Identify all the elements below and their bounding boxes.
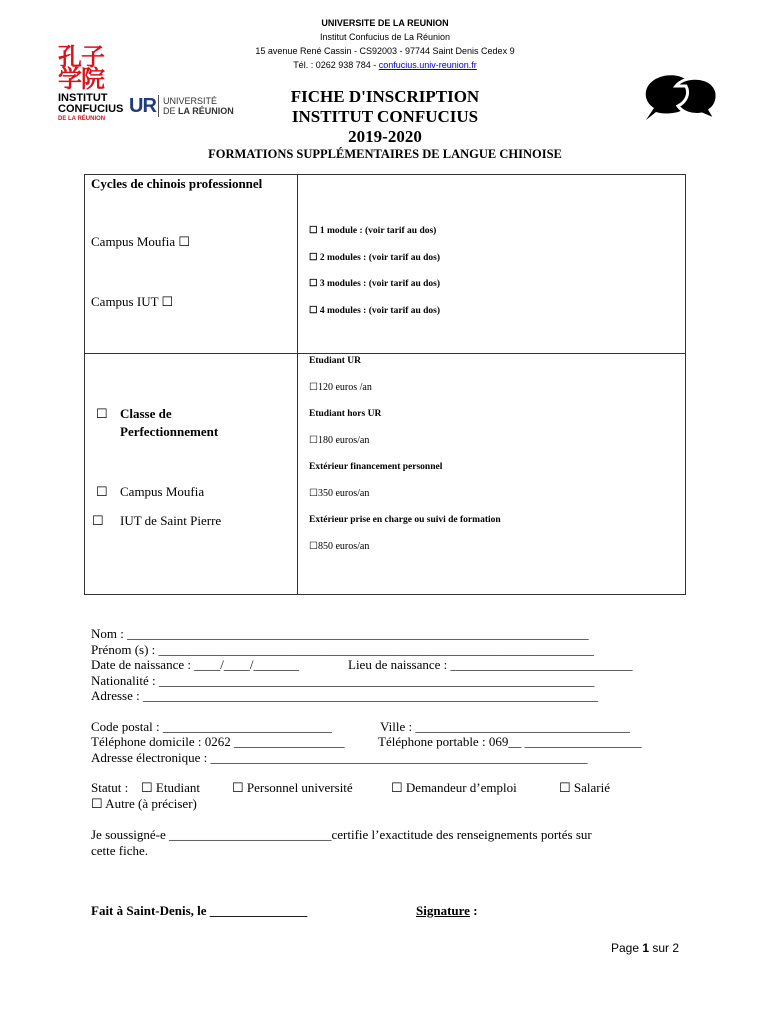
- prenom-field[interactable]: Prénom (s) : ___________________________________________________________________: [91, 642, 595, 657]
- signature-field[interactable]: Signature :: [416, 903, 478, 918]
- date-naissance-field[interactable]: Date de naissance : ____/____/_______: [91, 657, 299, 672]
- module-option-3[interactable]: ☐ 3 modules : (voir tarif au dos): [309, 279, 441, 289]
- iut-checkbox[interactable]: ☐: [92, 513, 104, 528]
- iut-label: IUT de Saint Pierre: [120, 513, 222, 528]
- tariff-label-exterieur-personnel: Extérieur financement personnel: [309, 462, 443, 472]
- moufia-label: Campus Moufia: [120, 484, 205, 499]
- table-border-middle: [84, 353, 686, 354]
- tariff-price-exterieur-prise-en-charge[interactable]: ☐850 euros/an: [309, 541, 370, 552]
- campus-moufia-option[interactable]: Campus Moufia ☐: [91, 234, 191, 249]
- confucius-chinese-text: 孔子学院: [58, 43, 104, 93]
- tariff-label-hors-ur: Etudiant hors UR: [309, 409, 382, 419]
- ur-logo-line2: DE LA RÉUNION: [163, 106, 234, 116]
- classe-checkbox[interactable]: ☐: [96, 406, 108, 421]
- telephone-domicile-field[interactable]: Téléphone domicile : 0262 _________________: [91, 734, 345, 749]
- institute-address: 15 avenue René Cassin - CS92003 - 97744 Saint Denis Cedex 9: [255, 46, 515, 56]
- module-option-4[interactable]: ☐ 4 modules : (voir tarif au dos): [309, 306, 441, 316]
- form-subtitle: FORMATIONS SUPPLÉMENTAIRES DE LANGUE CHINOISE: [208, 147, 562, 161]
- lieu-naissance-field[interactable]: Lieu de naissance : ____________________________: [348, 657, 633, 672]
- tariff-price-exterieur-personnel[interactable]: ☐350 euros/an: [309, 488, 370, 499]
- code-postal-field[interactable]: Code postal : __________________________: [91, 719, 332, 734]
- email-link[interactable]: confucius.univ-reunion.fr: [378, 60, 477, 70]
- statut-demandeur-option[interactable]: ☐ Demandeur d’emploi: [391, 780, 517, 795]
- statut-salarie-option[interactable]: ☐ Salarié: [559, 780, 610, 795]
- statut-personnel-option[interactable]: ☐ Personnel université: [232, 780, 353, 795]
- statut-label: Statut :: [91, 780, 129, 795]
- confucius-logo-line3: DE LA RÉUNION: [58, 116, 106, 122]
- confucius-logo-line2: CONFUCIUS: [58, 103, 124, 115]
- table-border-divider: [297, 174, 298, 595]
- form-title-line2: INSTITUT CONFUCIUS: [291, 107, 479, 126]
- classe-label-line2: Perfectionnement: [120, 424, 219, 439]
- page-number: Page 1 sur 2: [611, 941, 680, 955]
- table-border-bottom: [84, 594, 686, 595]
- module-option-2[interactable]: ☐ 2 modules : (voir tarif au dos): [309, 253, 441, 263]
- module-option-1[interactable]: ☐ 1 module : (voir tarif au dos): [309, 226, 437, 236]
- phone-text: Tél. : 0262 938 784 -: [293, 60, 379, 70]
- confucius-logo-line1: INSTITUT: [58, 92, 108, 104]
- table-border-right: [685, 174, 686, 595]
- fait-a-field[interactable]: Fait à Saint-Denis, le _______________: [91, 903, 308, 918]
- cycles-heading: Cycles de chinois professionnel: [91, 176, 263, 191]
- statut-etudiant-option[interactable]: ☐ Etudiant: [141, 780, 200, 795]
- email-field[interactable]: Adresse électronique : __________________________________________________________: [91, 750, 588, 765]
- tariff-label-exterieur-prise-en-charge: Extérieur prise en charge ou suivi de formation: [309, 515, 501, 525]
- certification-line2: cette fiche.: [91, 843, 149, 858]
- tariff-price-etudiant-ur[interactable]: ☐120 euros /an: [309, 382, 372, 393]
- tariff-price-hors-ur[interactable]: ☐180 euros/an: [309, 435, 370, 446]
- ur-logo-line1: UNIVERSITÉ: [163, 96, 218, 106]
- moufia-checkbox[interactable]: ☐: [96, 484, 108, 499]
- tariff-label-etudiant-ur: Etudiant UR: [309, 356, 361, 366]
- telephone-portable-field[interactable]: Téléphone portable : 069__ __________________: [378, 734, 642, 749]
- form-title-year: 2019-2020: [348, 127, 422, 146]
- table-border-left: [84, 174, 85, 595]
- signature-label: Signature: [416, 903, 470, 918]
- adresse-field[interactable]: Adresse : ______________________________________________________________________: [91, 688, 598, 703]
- institute-name: Institut Confucius de La Réunion: [319, 32, 451, 42]
- nationalite-field[interactable]: Nationalité : ___________________________________________________________________: [91, 673, 595, 688]
- university-name: UNIVERSITE DE LA REUNION: [321, 18, 449, 28]
- campus-iut-option[interactable]: Campus IUT ☐: [91, 294, 174, 309]
- table-border-top: [84, 174, 686, 175]
- form-title-line1: FICHE D'INSCRIPTION: [290, 87, 480, 106]
- ville-field[interactable]: Ville : _________________________________: [380, 719, 630, 734]
- certification-line1[interactable]: Je soussigné-e _________________________certifie l’exactitude des renseignements portés sur: [91, 827, 592, 842]
- nom-field[interactable]: Nom : _______________________________________________________________________: [91, 626, 589, 641]
- ur-mark: UR: [129, 95, 156, 117]
- statut-autre-option[interactable]: ☐ Autre (à préciser): [91, 796, 197, 811]
- classe-label-line1: Classe de: [120, 406, 172, 421]
